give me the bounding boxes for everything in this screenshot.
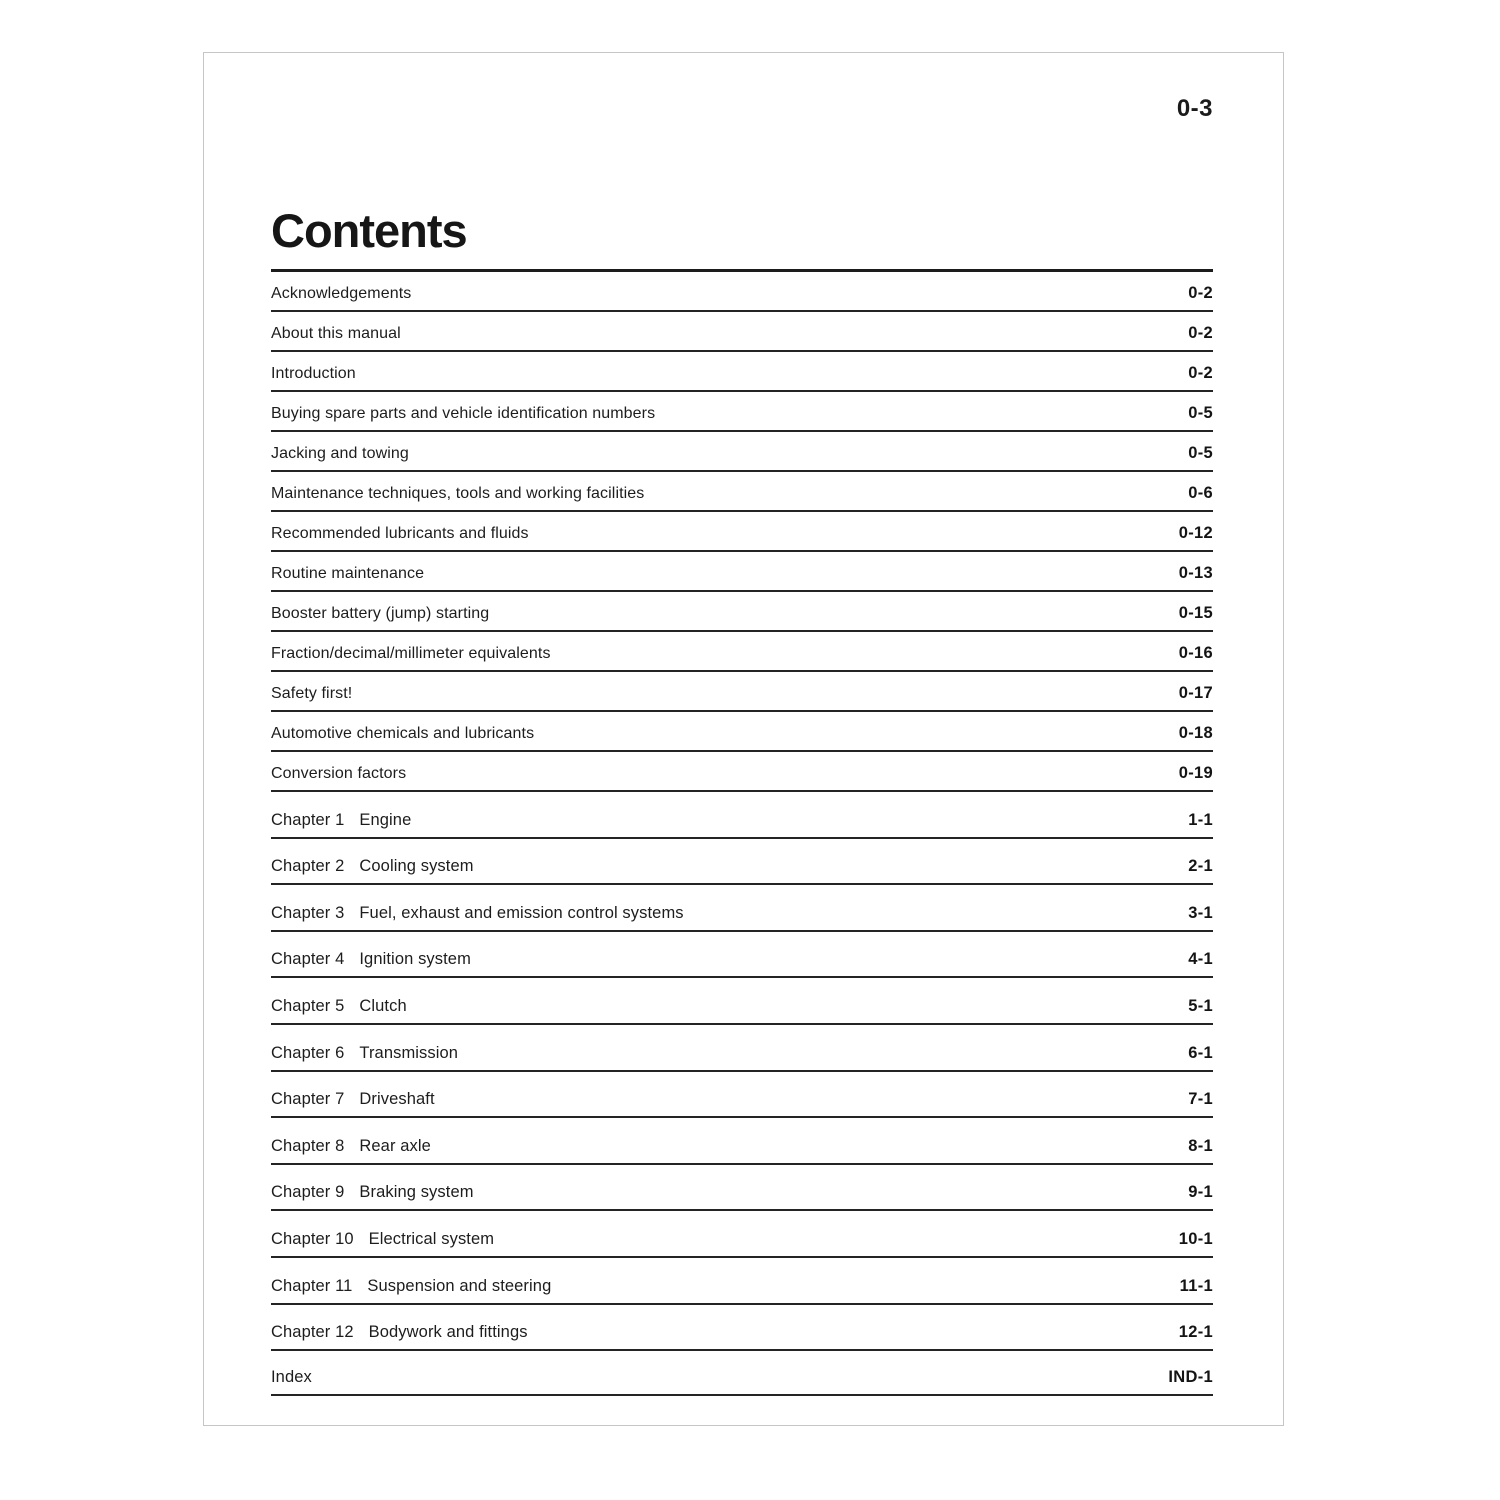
toc-chapter-row (271, 978, 1213, 1025)
toc-entry-page: 0-2 (1188, 284, 1213, 302)
toc-entry-page: 0-19 (1178, 764, 1213, 782)
chapter-title: Suspension and steering (367, 1276, 552, 1295)
toc-entry-page: 0-2 (1188, 364, 1213, 382)
toc-entry-page: 0-17 (1178, 684, 1213, 702)
chapter-title: Ignition system (359, 950, 471, 969)
toc-entry-label: Safety first! (271, 685, 353, 702)
toc-entry-page: 0-6 (1188, 484, 1213, 502)
toc-entry-page: 8-1 (1188, 1136, 1213, 1155)
page-title: Contents (271, 204, 467, 257)
toc-chapter-row (271, 932, 1213, 979)
toc-entry-label: Jacking and towing (271, 445, 409, 462)
chapter-title: Bodywork and fittings (368, 1323, 528, 1342)
toc-entry-label: Buying spare parts and vehicle identification numbers (271, 405, 656, 422)
toc-entry-page: 0-13 (1178, 564, 1213, 582)
toc-entry-page: 12-1 (1178, 1323, 1213, 1342)
toc-entry-page: 5-1 (1188, 996, 1213, 1015)
toc-entry-page: IND-1 (1168, 1368, 1213, 1387)
toc-chapter-row (271, 1211, 1213, 1258)
toc-entry-label: Recommended lubricants and fluids (271, 525, 529, 542)
toc-chapter-label (271, 1277, 551, 1296)
toc-entry-label: About this manual (271, 325, 401, 342)
toc-chapter-row (271, 1025, 1213, 1072)
toc-row (271, 512, 1213, 552)
document-sheet (203, 52, 1284, 1426)
toc-entry-page: 11-1 (1179, 1276, 1213, 1295)
chapter-prefix: Chapter 7 (271, 1090, 345, 1109)
toc-entry-label: Routine maintenance (271, 565, 425, 582)
toc-row (271, 632, 1213, 672)
toc-chapter-label (271, 1137, 431, 1156)
toc-row (271, 672, 1213, 712)
toc-entry-page: 4-1 (1188, 950, 1213, 969)
toc-entry-label: Conversion factors (271, 765, 407, 782)
toc-chapter-label (271, 1044, 458, 1063)
toc-entry-page: 0-5 (1188, 404, 1213, 422)
toc-chapter-label (271, 904, 684, 923)
toc-row (271, 312, 1213, 352)
toc-entry-label: Fraction/decimal/millimeter equivalents (271, 645, 551, 662)
toc-entry-page: 10-1 (1178, 1229, 1213, 1248)
toc-chapter-row (271, 1072, 1213, 1119)
toc-entry-label: Automotive chemicals and lubricants (271, 725, 535, 742)
toc-entry-page: 0-16 (1178, 644, 1213, 662)
toc-content (271, 53, 1213, 1396)
toc-chapter-label (271, 1183, 474, 1202)
chapter-prefix: Chapter 4 (271, 950, 345, 969)
toc-row (271, 552, 1213, 592)
chapter-prefix: Chapter 2 (271, 857, 345, 876)
toc-entry-page: 0-5 (1188, 444, 1213, 462)
toc-chapter-label (271, 1090, 435, 1109)
toc-entry-page: 7-1 (1188, 1090, 1213, 1109)
toc-row (271, 352, 1213, 392)
toc-entry-label: Booster battery (jump) starting (271, 605, 490, 622)
chapter-title: Driveshaft (359, 1090, 435, 1109)
toc-chapter-label (271, 997, 407, 1016)
chapter-prefix: Chapter 6 (271, 1043, 345, 1062)
chapter-title: Clutch (359, 996, 407, 1015)
toc-entry-page: 1-1 (1188, 810, 1213, 829)
corner-page-number: 0-3 (1176, 95, 1213, 122)
toc-entry-page: 2-1 (1188, 857, 1213, 876)
chapter-title: Rear axle (359, 1136, 431, 1155)
toc-entry-page: 0-18 (1178, 724, 1213, 742)
toc-entry-page: 3-1 (1188, 903, 1213, 922)
toc-row (271, 432, 1213, 472)
toc-entry-page: 9-1 (1188, 1183, 1213, 1202)
chapter-title: Fuel, exhaust and emission control systems (359, 903, 684, 922)
toc-entry-page: 6-1 (1188, 1043, 1213, 1062)
chapter-title: Electrical system (368, 1229, 495, 1248)
toc-entry-label: Maintenance techniques, tools and working facilities (271, 485, 645, 502)
toc-chapter-row (271, 792, 1213, 839)
toc-row (271, 752, 1213, 792)
toc-entry-label: Introduction (271, 365, 356, 382)
toc-chapter-label (271, 1323, 528, 1342)
chapter-prefix: Chapter 1 (271, 810, 345, 829)
toc-row (271, 592, 1213, 632)
toc-chapter-label (271, 1230, 494, 1249)
chapter-prefix: Chapter 11 (271, 1276, 353, 1295)
toc-row (271, 712, 1213, 752)
chapter-prefix: Chapter 9 (271, 1183, 345, 1202)
toc-chapter-label (271, 857, 474, 876)
chapter-prefix: Chapter 5 (271, 996, 345, 1015)
toc-entry-page: 0-15 (1178, 604, 1213, 622)
toc-row (271, 472, 1213, 512)
toc-chapter-label (271, 811, 411, 830)
toc-chapter-row (271, 1118, 1213, 1165)
toc-entry-page: 0-2 (1188, 324, 1213, 342)
chapter-prefix: Chapter 3 (271, 903, 345, 922)
toc-entry-label: Acknowledgements (271, 285, 412, 302)
toc-entry-page: 0-12 (1178, 524, 1213, 542)
toc-chapter-row (271, 1258, 1213, 1305)
chapter-title: Cooling system (359, 857, 474, 876)
toc-chapter-row (271, 839, 1213, 886)
chapter-title: Braking system (359, 1183, 474, 1202)
toc-entry-label: Index (271, 1368, 312, 1387)
chapter-prefix: Chapter 10 (271, 1229, 354, 1248)
chapter-title: Engine (359, 810, 412, 829)
chapter-prefix: Chapter 8 (271, 1136, 345, 1155)
chapter-title: Transmission (359, 1043, 459, 1062)
toc-chapter-row (271, 1305, 1213, 1352)
toc-chapter-row (271, 1165, 1213, 1212)
toc-index-row (271, 1351, 1213, 1396)
toc-chapter-label (271, 950, 471, 969)
chapter-prefix: Chapter 12 (271, 1323, 354, 1342)
toc-chapter-row (271, 885, 1213, 932)
toc-row (271, 392, 1213, 432)
toc-row (271, 272, 1213, 312)
